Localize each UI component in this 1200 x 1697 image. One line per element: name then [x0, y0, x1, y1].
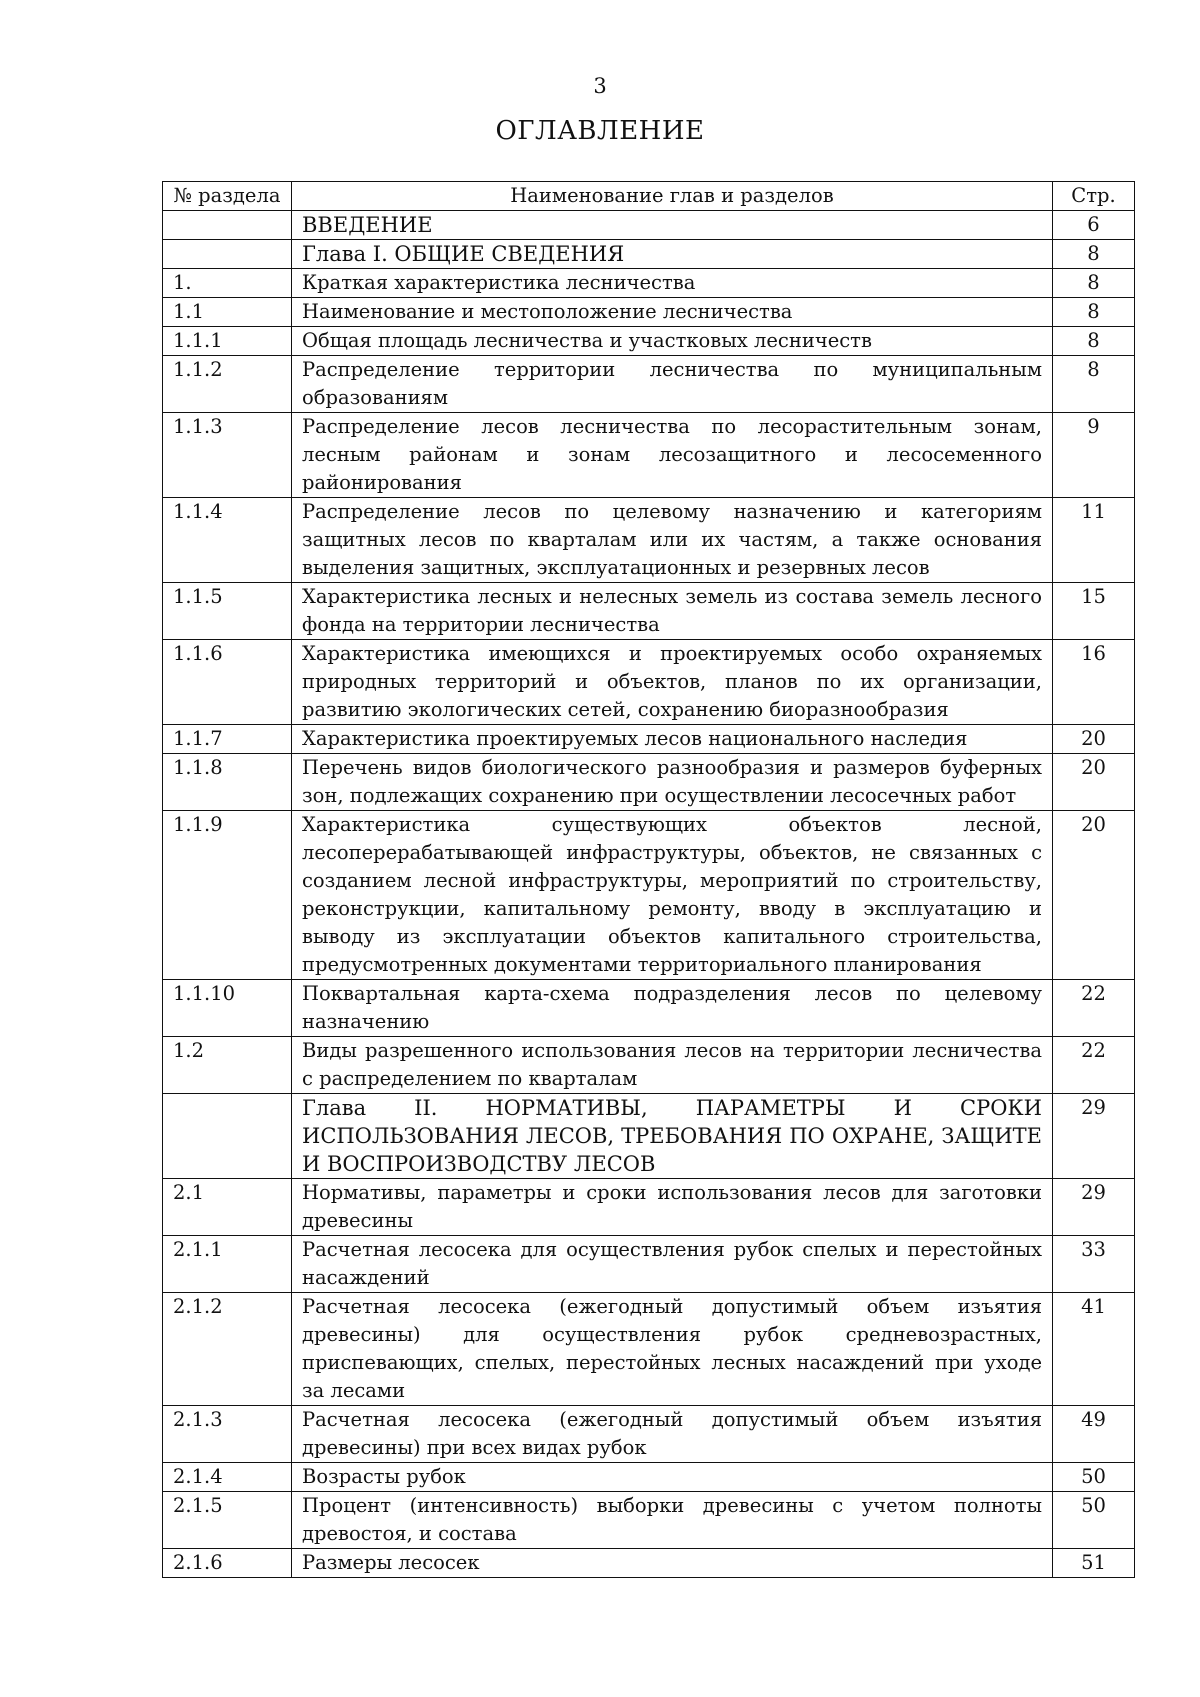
table-row [163, 269, 1135, 298]
table-row [163, 1406, 1135, 1463]
section-page: 8 [1053, 298, 1135, 327]
section-page: 8 [1053, 269, 1135, 298]
section-title: ВВЕДЕНИЕ [292, 211, 1053, 240]
page-title: ОГЛАВЛЕНИЕ [495, 116, 705, 146]
section-title: Распределение лесов по целевому назначению и категориям защитных лесов по кварталам или их частям, а также основания выделения защитных, эксплуатационных и резервных лесов [292, 498, 1053, 583]
header-section-title: Наименование глав и разделов [292, 182, 1053, 211]
table-row [163, 1236, 1135, 1293]
section-title: Краткая характеристика лесничества [292, 269, 1053, 298]
section-number [163, 1094, 292, 1179]
section-page: 8 [1053, 240, 1135, 269]
section-page: 8 [1053, 356, 1135, 413]
table-row [163, 211, 1135, 240]
table-row [163, 327, 1135, 356]
section-page: 50 [1053, 1463, 1135, 1492]
section-title: Глава II. НОРМАТИВЫ, ПАРАМЕТРЫ И СРОКИ ИСПОЛЬЗОВАНИЯ ЛЕСОВ, ТРЕБОВАНИЯ ПО ОХРАНЕ, ЗАЩИТЕ И ВОСПРОИЗВОДСТВУ ЛЕСОВ [292, 1094, 1053, 1179]
section-title: Расчетная лесосека (ежегодный допустимый объем изъятия древесины) при всех видах рубок [292, 1406, 1053, 1463]
table-row [163, 1549, 1135, 1578]
section-number: 1.1.4 [163, 498, 292, 583]
section-title: Характеристика существующих объектов лесной, лесоперерабатывающей инфраструктуры, объектов, не связанных с созданием лесной инфраструктуры, мероприятий по строительству, реконструкции, капитальному ремонту, вводу в эксплуатацию и выводу из эксплуатации объектов капитального строительства, предусмотренных документами территориального планирования [292, 811, 1053, 980]
section-page: 33 [1053, 1236, 1135, 1293]
section-title: Характеристика имеющихся и проектируемых особо охраняемых природных территорий и объектов, планов по их организации, развитию экологических сетей, сохранению биоразнообразия [292, 640, 1053, 725]
table-row [163, 298, 1135, 327]
section-title: Глава I. ОБЩИЕ СВЕДЕНИЯ [292, 240, 1053, 269]
section-title: Нормативы, параметры и сроки использования лесов для заготовки древесины [292, 1179, 1053, 1236]
section-page: 51 [1053, 1549, 1135, 1578]
section-page: 20 [1053, 754, 1135, 811]
table-header-row [163, 182, 1135, 211]
section-number: 2.1.5 [163, 1492, 292, 1549]
section-number: 1.1.2 [163, 356, 292, 413]
section-title: Поквартальная карта-схема подразделения лесов по целевому назначению [292, 980, 1053, 1037]
table-body [163, 211, 1135, 1578]
section-number: 1.1.7 [163, 725, 292, 754]
section-page: 9 [1053, 413, 1135, 498]
section-page: 41 [1053, 1293, 1135, 1406]
section-number: 1. [163, 269, 292, 298]
table-row [163, 1037, 1135, 1094]
table-row [163, 1492, 1135, 1549]
header-section-number: № раздела [163, 182, 292, 211]
section-page: 20 [1053, 811, 1135, 980]
section-title: Процент (интенсивность) выборки древесины с учетом полноты древостоя, и состава [292, 1492, 1053, 1549]
table-row [163, 640, 1135, 725]
section-title: Наименование и местоположение лесничества [292, 298, 1053, 327]
section-number: 1.1.6 [163, 640, 292, 725]
table-row [163, 1094, 1135, 1179]
section-number: 1.2 [163, 1037, 292, 1094]
section-title: Распределение лесов лесничества по лесорастительным зонам, лесным районам и зонам лесозащитного и лесосеменного районирования [292, 413, 1053, 498]
header-page: Стр. [1053, 182, 1135, 211]
table-row [163, 240, 1135, 269]
section-number: 1.1.3 [163, 413, 292, 498]
section-number: 1.1 [163, 298, 292, 327]
table-row [163, 754, 1135, 811]
section-page: 29 [1053, 1179, 1135, 1236]
table-row [163, 1293, 1135, 1406]
table-row [163, 356, 1135, 413]
section-title: Виды разрешенного использования лесов на территории лесничества с распределением по кварталам [292, 1037, 1053, 1094]
section-page: 15 [1053, 583, 1135, 640]
section-title: Характеристика проектируемых лесов национального наследия [292, 725, 1053, 754]
section-number: 2.1.2 [163, 1293, 292, 1406]
section-number: 1.1.1 [163, 327, 292, 356]
table-row [163, 1463, 1135, 1492]
page-number: 3 [593, 74, 607, 98]
section-number: 2.1.4 [163, 1463, 292, 1492]
section-title: Расчетная лесосека (ежегодный допустимый объем изъятия древесины) для осуществления рубок средневозрастных, приспевающих, спелых, перестойных лесных насаждений при уходе за лесами [292, 1293, 1053, 1406]
section-title: Перечень видов биологического разнообразия и размеров буферных зон, подлежащих сохранению при осуществлении лесосечных работ [292, 754, 1053, 811]
section-number: 2.1.3 [163, 1406, 292, 1463]
section-number [163, 240, 292, 269]
section-page: 29 [1053, 1094, 1135, 1179]
table-of-contents [162, 181, 1135, 1578]
section-page: 11 [1053, 498, 1135, 583]
section-page: 49 [1053, 1406, 1135, 1463]
section-title: Распределение территории лесничества по муниципальным образованиям [292, 356, 1053, 413]
table-row [163, 413, 1135, 498]
section-page: 6 [1053, 211, 1135, 240]
section-title: Расчетная лесосека для осуществления рубок спелых и перестойных насаждений [292, 1236, 1053, 1293]
section-title: Характеристика лесных и нелесных земель из состава земель лесного фонда на территории лесничества [292, 583, 1053, 640]
section-title: Общая площадь лесничества и участковых лесничеств [292, 327, 1053, 356]
table-row [163, 1179, 1135, 1236]
section-page: 22 [1053, 980, 1135, 1037]
table-row [163, 725, 1135, 754]
section-title: Размеры лесосек [292, 1549, 1053, 1578]
section-number: 1.1.5 [163, 583, 292, 640]
table-row [163, 583, 1135, 640]
section-number: 1.1.10 [163, 980, 292, 1037]
section-number [163, 211, 292, 240]
section-number: 2.1 [163, 1179, 292, 1236]
section-page: 8 [1053, 327, 1135, 356]
section-page: 20 [1053, 725, 1135, 754]
section-number: 2.1.1 [163, 1236, 292, 1293]
section-number: 2.1.6 [163, 1549, 292, 1578]
section-page: 22 [1053, 1037, 1135, 1094]
section-page: 50 [1053, 1492, 1135, 1549]
section-page: 16 [1053, 640, 1135, 725]
section-title: Возрасты рубок [292, 1463, 1053, 1492]
table-row [163, 498, 1135, 583]
section-number: 1.1.8 [163, 754, 292, 811]
table-row [163, 811, 1135, 980]
section-number: 1.1.9 [163, 811, 292, 980]
table-row [163, 980, 1135, 1037]
